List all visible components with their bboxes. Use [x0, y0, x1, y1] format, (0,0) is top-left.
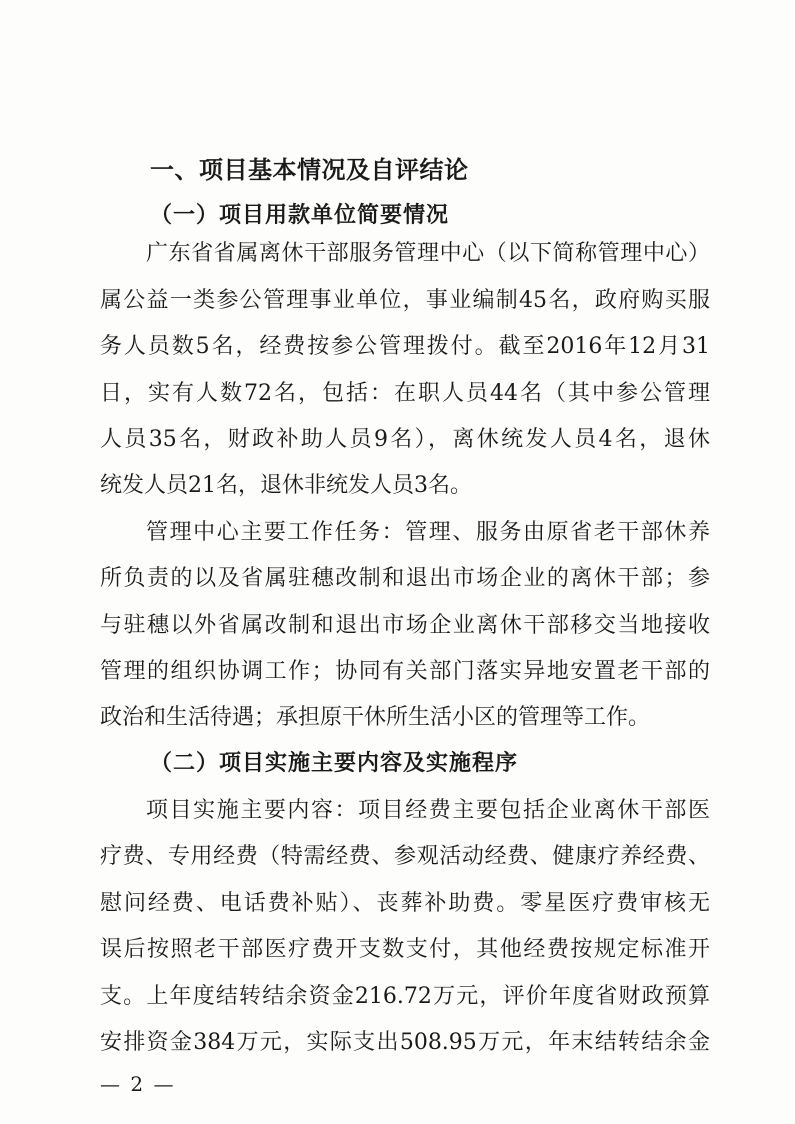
paragraph-line: 管理中心主要工作任务：管理、服务由原省老干部休养 [146, 520, 710, 545]
paragraph-line: 管理的组织协调工作；协同有关部门落实异地安置老干部的 [100, 659, 710, 684]
paragraph-line: 项目实施主要内容：项目经费主要包括企业离休干部医 [146, 798, 710, 823]
heading-basic-situation: 一、项目基本情况及自评结论 [150, 156, 469, 184]
section-title-unit-overview: （一）项目用款单位简要情况 [150, 203, 450, 228]
paragraph-line: 疗费、专用经费（特需经费、参观活动经费、健康疗养经费、 [100, 844, 710, 869]
paragraph-line: 所负责的以及省属驻穗改制和退出市场企业的离休干部；参 [100, 566, 710, 591]
page-number: — 2 — [100, 1072, 176, 1096]
paragraph-line: 慰问经费、电话费补贴）、丧葬补助费。零星医疗费审核无 [100, 891, 710, 916]
paragraph-line: 日，实有人数72名，包括：在职人员44名（其中参公管理 [100, 381, 710, 406]
paragraph-line: 误后按照老干部医疗费开支数支付，其他经费按规定标准开 [100, 937, 710, 962]
paragraph-line: 务人员数5名，经费按参公管理拨付。截至2016年12月31 [100, 334, 710, 359]
paragraph-line: 支。上年度结转结余资金216.72万元，评价年度省财政预算 [100, 984, 710, 1009]
paragraph-line: 广东省省属离休干部服务管理中心（以下简称管理中心） [146, 241, 710, 266]
paragraph-line: 人员35名，财政补助人员9名），离休统发人员4名，退休 [100, 427, 710, 452]
paragraph-line: 安排资金384万元，实际支出508.95万元，年末结转结余金 [100, 1030, 710, 1055]
section-title-implementation: （二）项目实施主要内容及实施程序 [150, 751, 519, 776]
paragraph-line: 与驻穗以外省属改制和退出市场企业离休干部移交当地接收 [100, 613, 710, 638]
paragraph-line: 政治和生活待遇；承担原干休所生活小区的管理等工作。 [100, 705, 651, 730]
paragraph-line: 统发人员21名，退休非统发人员3名。 [100, 473, 472, 498]
paragraph-line: 属公益一类参公管理事业单位，事业编制45名，政府购买服 [100, 288, 710, 313]
